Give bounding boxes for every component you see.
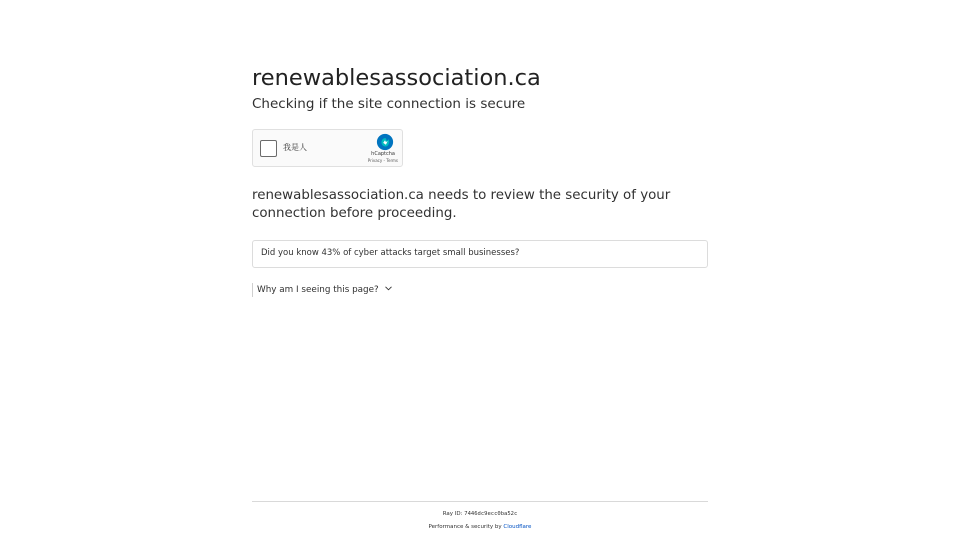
main-content <box>252 62 708 297</box>
performance-text: Performance & security by <box>428 524 504 530</box>
cloudflare-link[interactable]: Cloudflare <box>503 524 532 530</box>
captcha-brand: hCaptcha <box>371 151 395 157</box>
performance-line <box>252 523 708 531</box>
tip-text: Did you know 43% of cyber attacks target small businesses? <box>261 248 520 258</box>
why-seeing-toggle[interactable] <box>252 283 392 297</box>
hcaptcha-widget <box>252 129 403 167</box>
why-seeing-label: Why am I seeing this page? <box>257 285 379 295</box>
captcha-checkbox[interactable] <box>260 140 277 157</box>
captcha-links <box>368 158 398 163</box>
captcha-terms-link[interactable]: Terms <box>386 158 398 163</box>
tip-box <box>252 240 708 268</box>
footer <box>252 501 708 531</box>
site-title: renewablesassociation.ca <box>252 65 541 91</box>
captcha-privacy-link[interactable]: Privacy <box>367 158 383 163</box>
ray-id-label: Ray ID: <box>442 511 465 517</box>
ray-id-value: 7446dc9ecc0ba52c <box>464 511 518 517</box>
page-subtitle: Checking if the site connection is secure <box>252 96 526 112</box>
captcha-links-separator: - <box>382 158 387 163</box>
review-message: renewablesassociation.ca needs to review the security of your connection before proceeding. <box>252 188 671 221</box>
chevron-down-icon <box>385 286 392 291</box>
ray-id-line <box>252 510 708 518</box>
captcha-checkbox-label[interactable]: 我是人 <box>283 143 307 152</box>
hcaptcha-logo-icon <box>376 133 394 151</box>
